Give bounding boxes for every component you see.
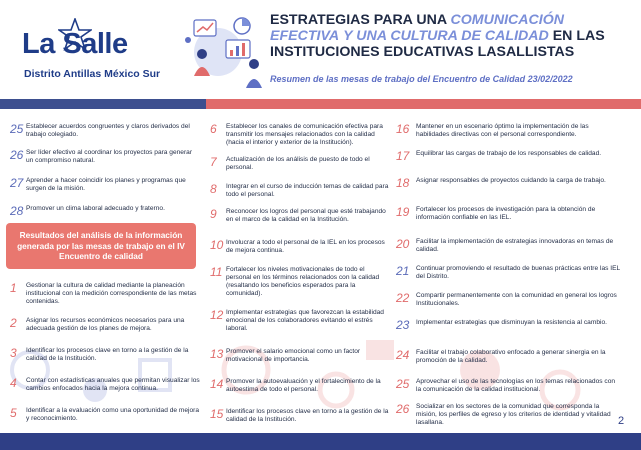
item-number: 5: [10, 406, 17, 420]
item-number: 11: [210, 265, 223, 279]
list-item: [210, 208, 390, 224]
item-text: Socializar en los sectores de la comunidad que corresponda la misión, los perfiles de egreso y los criterios de identidad y vitalidad lasallana.: [416, 403, 611, 426]
list-item: [10, 205, 200, 217]
item-number: 1: [10, 281, 17, 295]
item-text: Ser líder efectivo al coordinar los proyectos para generar un compromiso natural.: [26, 149, 193, 164]
item-text: Asignar responsables de proyectos cuidando la carga de trabajo.: [416, 177, 606, 184]
item-number: 7: [210, 155, 217, 169]
item-text: Equilibrar las cargas de trabajo de los responsables de calidad.: [416, 150, 602, 157]
item-number: 9: [210, 207, 217, 221]
list-item: [10, 123, 200, 139]
item-text: Involucrar a todo el personal de la IEL en los procesos de mejora continua.: [226, 239, 385, 254]
list-item: [396, 349, 621, 365]
list-item: [10, 282, 200, 306]
item-text: Fortalecer los procesos de investigación para la obtención de información confiable en las IEL.: [416, 206, 596, 221]
item-text: Gestionar la cultura de calidad mediante la planeación institucional con la medición correspondiente de las metas contenidas.: [26, 282, 197, 305]
item-text: Fortalecer los niveles motivacionales de todo el personal en los términos relacionados con la calidad (resaltando los beneficios esperados para la comunidad).: [226, 266, 380, 297]
list-item: [396, 265, 621, 281]
item-number: 23: [396, 318, 410, 332]
item-number: 26: [396, 402, 410, 416]
item-number: 24: [396, 348, 410, 362]
list-item: [396, 150, 621, 162]
list-item: [10, 377, 200, 393]
item-number: 20: [396, 237, 410, 251]
list-item: [396, 319, 621, 331]
item-number: 8: [210, 182, 217, 196]
item-number: 16: [396, 122, 410, 136]
header-divider-blue: [0, 99, 206, 109]
item-text: Aprovechar el uso de las tecnologías en los temas relacionados con la comunicación de la calidad institucional.: [416, 378, 616, 393]
item-number: 3: [10, 346, 17, 360]
results-banner: Resultados del análisis de la información generada por las mesas de trabajo en el IV Encuentro de calidad: [6, 223, 196, 269]
list-item: [210, 156, 390, 172]
header-divider-red: [206, 99, 641, 109]
page-subtitle: Resumen de las mesas de trabajo del Encuentro de Calidad 23/02/2022: [270, 74, 573, 84]
item-text: Actualización de los análisis de puesto de todo el personal.: [226, 156, 370, 171]
item-number: 27: [10, 176, 24, 190]
page-number: 2: [618, 415, 625, 427]
list-item: [210, 183, 390, 199]
list-item: [10, 149, 200, 165]
list-item: [396, 403, 614, 427]
list-item: [396, 206, 621, 222]
list-item: [10, 407, 200, 423]
item-number: 21: [396, 264, 410, 278]
logo-subtitle: Distrito Antillas México Sur: [24, 68, 161, 80]
item-number: 28: [10, 204, 24, 218]
item-number: 17: [396, 149, 410, 163]
item-number: 15: [210, 407, 224, 421]
list-item: [396, 378, 621, 394]
list-item: [10, 317, 200, 333]
item-number: 19: [396, 205, 410, 219]
item-number: 26: [10, 148, 24, 162]
item-number: 4: [10, 376, 17, 390]
item-text: Mantener en un escenario óptimo la implementación de las habilidades directivas con el personal correspondiente.: [416, 123, 589, 138]
item-text: Aprender a hacer coincidir los planes y programas que surgen de la misión.: [26, 177, 186, 192]
title-highlight-2: Y UNA CULTURA DE CALIDAD: [343, 28, 549, 44]
title-highlight-1: COMUNICACIÓN EFECTIVA: [270, 12, 564, 44]
item-number: 18: [396, 176, 410, 190]
item-text: Identificar los procesos clave en torno a la gestión de la calidad de la Institución.: [26, 347, 189, 362]
item-text: Implementar estrategias que disminuyan la resistencia al cambio.: [416, 319, 607, 326]
item-text: Promover la autoevaluación y el fortalecimiento de la autoestima de todo el personal.: [226, 378, 381, 393]
item-number: 14: [210, 377, 224, 391]
people-with-charts-illustration: [180, 14, 270, 94]
item-text: Promover un clima laboral adecuado y fraterno.: [26, 205, 165, 212]
list-item: [396, 123, 621, 139]
item-number: 12: [210, 308, 224, 322]
item-text: Continuar promoviendo el resultado de buenas prácticas entre las IEL del Distrito.: [416, 265, 620, 280]
title-text-3: EN LAS INSTITUCIONES EDUCATIVAS LASALLISTAS: [270, 28, 605, 60]
star-icon: [58, 18, 92, 52]
list-item: [210, 408, 390, 424]
list-item: [210, 309, 390, 333]
item-number: 13: [210, 347, 224, 361]
list-item: [210, 266, 390, 298]
item-text: Establecer acuerdos congruentes y claros derivados del trabajo colegiado.: [26, 123, 190, 138]
list-item: [396, 292, 621, 308]
item-text: Compartir permanentemente con la comunidad en general los logros Institucionales.: [416, 292, 617, 307]
title-text-1: ESTRATEGIAS PARA UNA: [270, 12, 451, 28]
logo-wordmark: La Salle: [22, 28, 128, 60]
item-number: 22: [396, 291, 410, 305]
list-item: [396, 238, 621, 254]
item-text: Integrar en el curso de inducción temas de calidad para todo el personal.: [226, 183, 389, 198]
item-number: 25: [10, 122, 24, 136]
item-text: Asignar los recursos económicos necesarios para una adecuada gestión de los planes de mejora.: [26, 317, 185, 332]
item-number: 2: [10, 316, 17, 330]
list-item: [210, 239, 390, 255]
footer-bar: [0, 433, 641, 450]
list-item: [396, 177, 621, 189]
list-item: [210, 378, 390, 394]
item-number: 6: [210, 122, 217, 136]
list-item: [210, 348, 390, 364]
item-text: Contar con estadísticas anuales que permitan visualizar los cambios enfocados hacia la mejora continua.: [26, 377, 200, 392]
item-text: Promover el salario emocional como un factor motivacional de importancia.: [226, 348, 361, 363]
item-text: Reconocer los logros del personal que esté trabajando en el marco de la calidad en la Institución.: [226, 208, 386, 223]
page-title: [270, 12, 620, 60]
item-text: Facilitar el trabajo colaborativo enfocado a generar sinergia en la promoción de la calidad.: [416, 349, 606, 364]
item-text: Facilitar la implementación de estrategias innovadoras en temas de calidad.: [416, 238, 614, 253]
list-item: [10, 347, 200, 363]
list-item: [210, 123, 390, 147]
item-number: 10: [210, 238, 224, 252]
item-text: Identificar los procesos clave en torno a la gestión de la calidad de la Institución.: [226, 408, 389, 423]
list-item: [10, 177, 200, 193]
item-number: 25: [396, 377, 410, 391]
item-text: Establecer los canales de comunicación efectiva para transmitir los mensajes relacionados con la calidad (hacia el interior y exterior de la Institución).: [226, 123, 383, 146]
item-text: Implementar estrategias que favorezcan la estabilidad emocional de los colaboradores evitando el estrés laboral.: [226, 309, 384, 332]
item-text: Identificar a la evaluación como una oportunidad de mejora y reconocimiento.: [26, 407, 200, 422]
